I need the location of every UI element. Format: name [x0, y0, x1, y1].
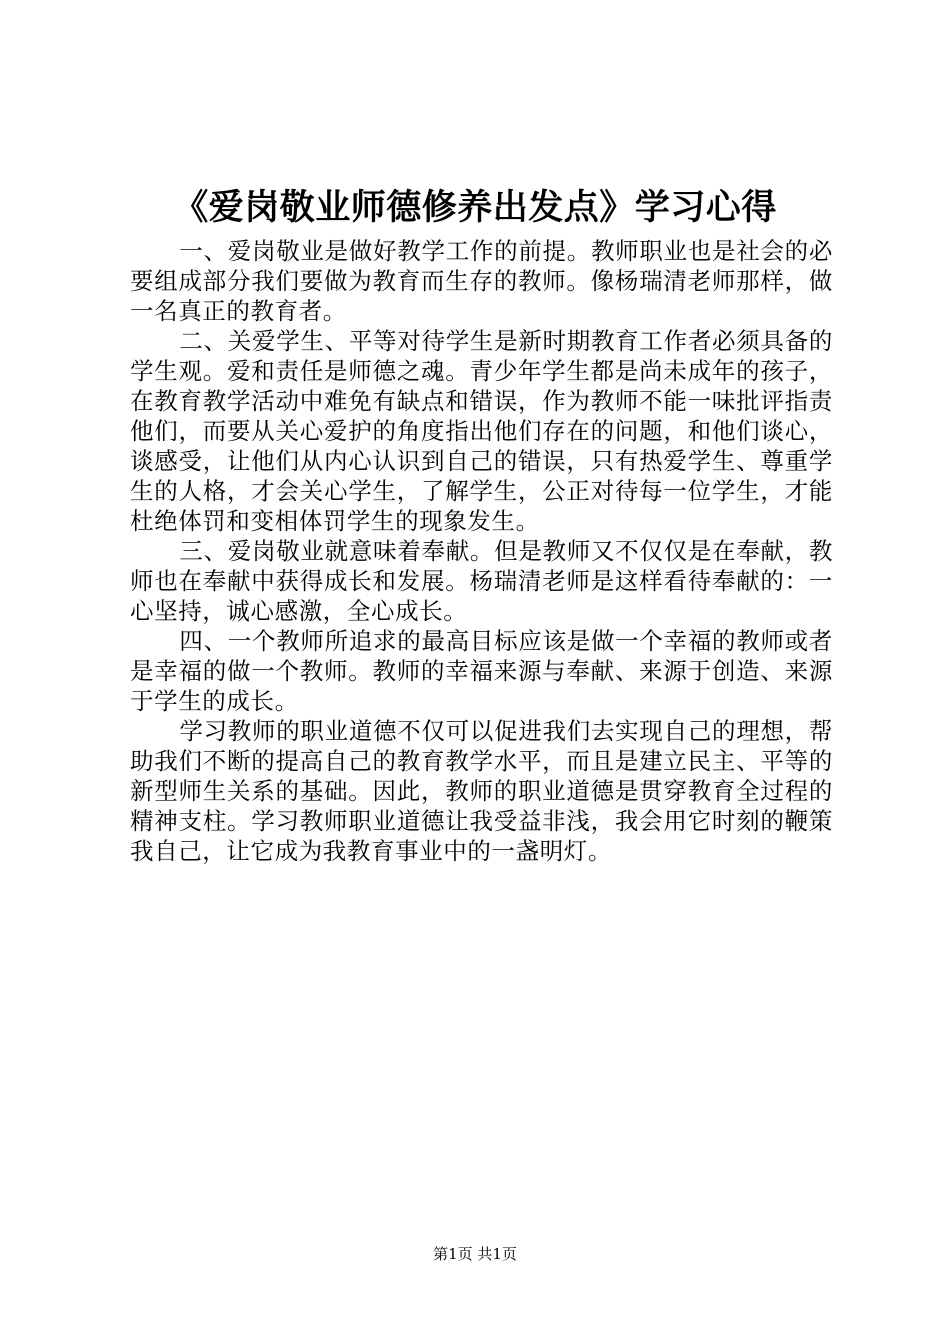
document-body [130, 236, 833, 866]
paragraph-2: 二、关爱学生、平等对待学生是新时期教育工作者必须具备的学生观。爱和责任是师德之魂。青少年学生都是尚未成年的孩子，在教育教学活动中难免有缺点和错误，作为教师不能一味批评指责他们，而要从关心爱护的角度指出他们存在的问题，和他们谈心，谈感受，让他们从内心认识到自己的错误，只有热爱学生、尊重学生的人格，才会关心学生，了解学生，公正对待每一位学生，才能杜绝体罚和变相体罚学生的现象发生。 [130, 327, 833, 535]
document-title: 《爱岗敬业师德修养出发点》学习心得 [173, 188, 777, 228]
paragraph-1: 一、爱岗敬业是做好教学工作的前提。教师职业也是社会的必要组成部分我们要做为教育而生存的教师。像杨瑞清老师那样，做一名真正的教育者。 [130, 237, 833, 325]
page-footer: 第1页 共1页 [433, 1245, 517, 1263]
paragraph-5: 学习教师的职业道德不仅可以促进我们去实现自己的理想，帮助我们不断的提高自己的教育教学水平，而且是建立民主、平等的新型师生关系的基础。因此，教师的职业道德是贯穿教育全过程的精神支柱。学习教师职业道德让我受益非浅，我会用它时刻的鞭策我自己，让它成为我教育事业中的一盏明灯。 [130, 717, 833, 865]
paragraph-4: 四、一个教师所追求的最高目标应该是做一个幸福的教师或者是幸福的做一个教师。教师的幸福来源与奉献、来源于创造、来源于学生的成长。 [130, 627, 833, 715]
paragraph-3: 三、爱岗敬业就意味着奉献。但是教师又不仅仅是在奉献，教师也在奉献中获得成长和发展。杨瑞清老师是这样看待奉献的：一心坚持，诚心感激，全心成长。 [130, 537, 833, 625]
